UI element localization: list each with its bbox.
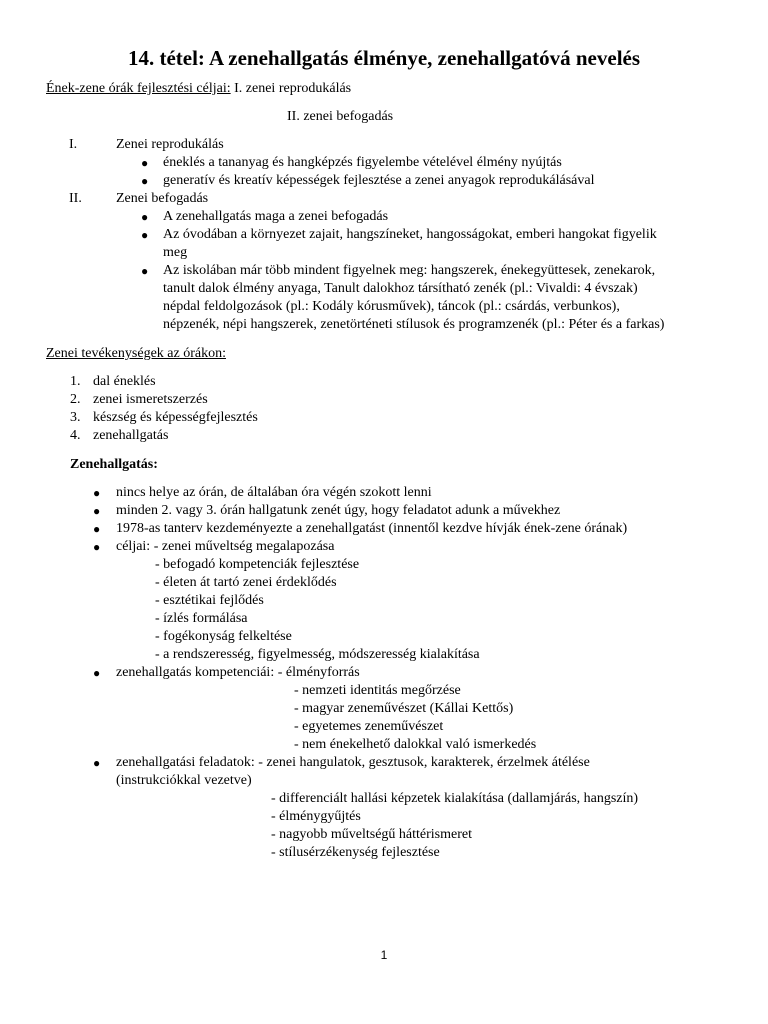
- outline-numeral-2: II.: [69, 191, 82, 206]
- tasks-line-1: zenehallgatási feladatok: - zenei hangulatok, gesztusok, karakterek, érzelmek átélése: [116, 755, 590, 770]
- bullet-icon: ●: [141, 156, 149, 170]
- goals-list-line-3: - életen át tartó zenei érdeklődés: [155, 575, 337, 590]
- bullet-icon: ●: [141, 264, 149, 278]
- listening-heading: Zenehallgatás:: [70, 457, 158, 472]
- bullet-icon: ●: [93, 486, 101, 500]
- activity-item-1: dal éneklés: [93, 374, 156, 389]
- listening-bullet-1: nincs helye az órán, de általában óra végén szokott lenni: [116, 485, 432, 500]
- activity-number: 1.: [70, 374, 81, 389]
- activity-number: 3.: [70, 410, 81, 425]
- goals-item-1: I. zenei reprodukálás: [234, 81, 352, 96]
- activity-number: 2.: [70, 392, 81, 407]
- tasks-line-2: (instrukciókkal vezetve): [116, 773, 252, 788]
- competences-line-2: - nemzeti identitás megőrzése: [294, 683, 461, 698]
- activity-item-2: zenei ismeretszerzés: [93, 392, 208, 407]
- outline-2-bullet-1: A zenehallgatás maga a zenei befogadás: [163, 209, 389, 224]
- page-number: 1: [380, 948, 388, 962]
- outline-1-bullet-1: éneklés a tananyag és hangképzés figyelembe vételével élmény nyújtás: [163, 155, 562, 170]
- goals-item-2: II. zenei befogadás: [287, 109, 394, 124]
- competences-line-1: zenehallgatás kompetenciái: - élményforrás: [116, 665, 360, 680]
- bullet-icon: ●: [141, 174, 149, 188]
- goals-list-line-7: - a rendszeresség, figyelmesség, módszeresség kialakítása: [155, 647, 480, 662]
- outline-1-bullet-2: generatív és kreatív képességek fejlesztése a zenei anyagok reprodukálásával: [163, 173, 595, 188]
- goals-line: [46, 80, 351, 98]
- document-title: 14. tétel: A zenehallgatás élménye, zenehallgatóvá nevelés: [127, 46, 641, 70]
- bullet-icon: ●: [93, 540, 101, 554]
- bullet-icon: ●: [141, 228, 149, 242]
- goals-list-line-4: - esztétikai fejlődés: [155, 593, 264, 608]
- competences-line-5: - nem énekelhető dalokkal való ismerkedés: [294, 737, 537, 752]
- outline-2-bullet-3-line-2: tanult dalok élmény anyaga, Tanult dalokhoz társítható zenék (pl.: Vivaldi: 4 évszak): [163, 281, 638, 296]
- activity-number: 4.: [70, 428, 81, 443]
- outline-2-bullet-3-line-1: Az iskolában már több mindent figyelnek meg: hangszerek, énekegyüttesek, zenekarok,: [163, 263, 656, 278]
- bullet-icon: ●: [93, 756, 101, 770]
- activity-item-4: zenehallgatás: [93, 428, 169, 443]
- bullet-icon: ●: [93, 522, 101, 536]
- tasks-line-5: - nagyobb műveltségű háttérismeret: [271, 827, 472, 842]
- outline-heading-1: Zenei reprodukálás: [116, 137, 224, 152]
- activities-label: Zenei tevékenységek az órákon:: [46, 346, 226, 361]
- outline-numeral-1: I.: [69, 137, 78, 152]
- listening-bullet-2: minden 2. vagy 3. órán hallgatunk zenét úgy, hogy feladatot adunk a művekhez: [116, 503, 561, 518]
- bullet-icon: ●: [93, 666, 101, 680]
- outline-2-bullet-3-line-4: népzenék, népi hangszerek, zenetörténeti stílusok és programzenék (pl.: Péter és a farkas): [163, 317, 665, 332]
- outline-2-bullet-2-line-1: Az óvodában a környezet zajait, hangszíneket, hangosságokat, emberi hangokat figyelik: [163, 227, 657, 242]
- outline-heading-2: Zenei befogadás: [116, 191, 209, 206]
- competences-line-3: - magyar zeneművészet (Kállai Kettős): [294, 701, 514, 716]
- goals-list-line-1: céljai: - zenei műveltség megalapozása: [116, 539, 335, 554]
- outline-2-bullet-2-line-2: meg: [163, 245, 188, 260]
- tasks-line-4: - élménygyűjtés: [271, 809, 361, 824]
- listening-bullet-3: 1978-as tanterv kezdeményezte a zenehallgatást (innentől kezdve hívják ének-zene órának): [116, 521, 628, 536]
- activity-item-3: készség és képességfejlesztés: [93, 410, 258, 425]
- goals-list-line-5: - ízlés formálása: [155, 611, 248, 626]
- competences-line-4: - egyetemes zeneművészet: [294, 719, 444, 734]
- bullet-icon: ●: [93, 504, 101, 518]
- bullet-icon: ●: [141, 210, 149, 224]
- tasks-line-3: - differenciált hallási képzetek kialakítása (dallamjárás, hangszín): [271, 791, 639, 806]
- goals-list-line-6: - fogékonyság felkeltése: [155, 629, 292, 644]
- goals-label: Ének-zene órák fejlesztési céljai:: [46, 81, 231, 96]
- goals-list-line-2: - befogadó kompetenciák fejlesztése: [155, 557, 360, 572]
- outline-2-bullet-3-line-3: népdal feldolgozások (pl.: Kodály kórusművek), táncok (pl.: csárdás, verbunkos),: [163, 299, 620, 314]
- tasks-line-6: - stílusérzékenység fejlesztése: [271, 845, 440, 860]
